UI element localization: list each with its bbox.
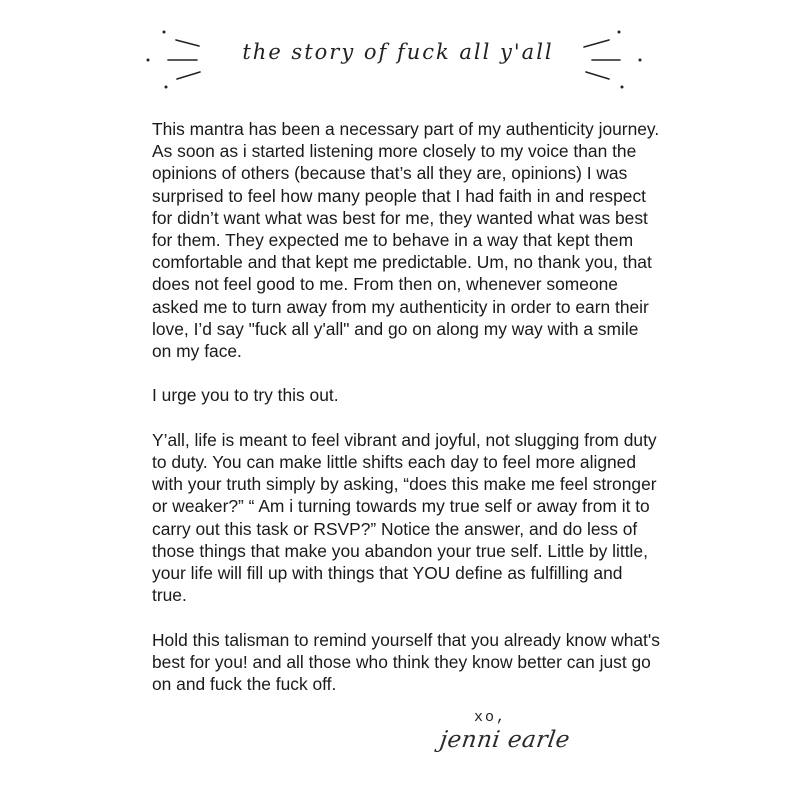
header [0, 0, 790, 110]
paragraph-2: I urge you to try this out. [152, 385, 339, 406]
right-sparkle-icon [584, 31, 642, 89]
paragraph-1: This mantra has been a necessary part of my authenticity journey. As soon as i started listening more closely to my voice than the opinions of others (because that’s all they are, opinions) I was surprised to feel how many people that I had faith in and respect for didn’t want what was best for me, they wanted what was best for them. They expected me to behave in a way that kept them comfortable and that kept me predictable. Um, no thank you, that does not feel good to me. From then on, whenever someone asked me to turn away from my authenticity in order to earn their love, I’d say "fuck all y'all" and go on along my way with a smile on my face. [152, 119, 660, 362]
page-title: the story of fuck all y'all [242, 40, 554, 64]
paragraph-3: Y’all, life is meant to feel vibrant and joyful, not slugging from duty to duty. You can make little shifts each day to feel more aligned with your truth simply by asking, “does this make me feel stronger or weaker?” “ Am i turning towards my true self or away from it to carry out this task or RSVP?” Notice the answer, and do less of those things that make you abandon your true self. Little by little, your life will fill up with things that YOU define as fulfilling and true. [152, 429, 657, 606]
left-sparkle-icon [147, 31, 201, 89]
letter-body [152, 118, 662, 717]
signature: jenni earle [438, 727, 572, 753]
paragraph-4: Hold this talisman to remind yourself that you already know what's best for you! and all those who think they know better can just go on and fuck the fuck off. [152, 629, 660, 695]
closing-text: xo, [474, 709, 508, 726]
